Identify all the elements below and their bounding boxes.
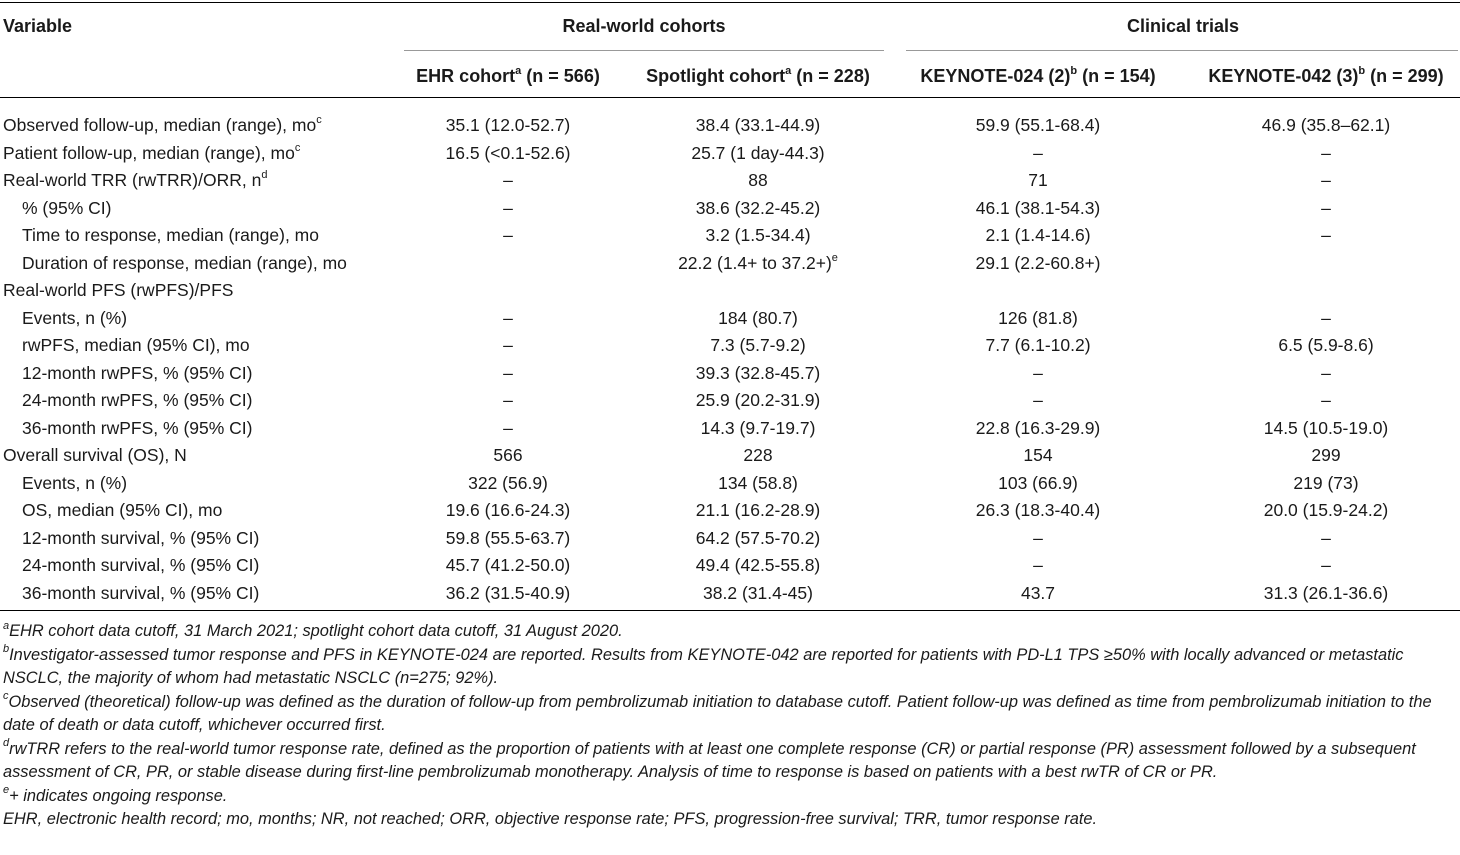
table-cell: 184 (80.7) [718, 307, 798, 328]
table-cell: 322 (56.9) [468, 472, 548, 493]
table-row [0, 222, 1460, 250]
table-cell: 43.7 [1020, 582, 1056, 603]
table-row [0, 415, 1460, 443]
footnote: $^a$EHR cohort data cutoff, 31 March 2021; spotlight cohort data cutoff, 31 August 2020. [3, 619, 623, 640]
row-label: Real-world PFS (rwPFS)/PFS [3, 280, 234, 300]
table-cell: 22.2 (1.4+ to 37.2+)$^e$ [678, 251, 838, 273]
table-row [0, 112, 1460, 140]
row-label: 12-month survival, % (95% CI) [22, 527, 260, 548]
table-cell: 38.6 (32.2-45.2) [695, 197, 821, 218]
table-row [0, 195, 1460, 223]
table-row [0, 552, 1460, 580]
table-row [0, 332, 1460, 360]
table-cell: – [1321, 390, 1331, 410]
row-label: Observed follow-up, median (range), $mo^c$ [3, 114, 322, 135]
footnote: $^c$Observed (theoretical) follow-up was defined as the duration of follow-up from pembrolizumab initiation to database cutoff. Patient follow-up was defined as time from pembrolizumab initiation to the date of death or data cutoff, whichever occurred first. [3, 690, 1432, 734]
group-rule-trials [906, 50, 1458, 51]
row-label: Patient follow-up, median (range), $mo^c$ [3, 141, 301, 163]
table-cell: 25.7 (1 day-44.3) [691, 142, 825, 163]
table-cell: 6.5 (5.9-8.6) [1278, 335, 1374, 355]
table-cell: 566 [493, 445, 523, 465]
table-cell: – [1321, 307, 1331, 328]
row-label: Events, n (%) [22, 307, 128, 328]
table-cell: – [1033, 555, 1043, 575]
footnote: $^b$Investigator-assessed tumor response and PFS in KEYNOTE-024 are reported. Results from KEYNOTE-042 are reported for patients with PD-L1 TPS ≥50% with locally advanced or metastatic NSCLC, the majority of whom had metastatic NSCLC (n=275; 92%). [3, 643, 1404, 687]
table-cell: – [503, 307, 513, 328]
table-cell: 31.3 (26.1-36.6) [1263, 582, 1389, 603]
table-cell: – [503, 170, 513, 190]
table-cell: 2.1 (1.4-14.6) [985, 225, 1091, 245]
table-cell: 49.4 (42.5-55.8) [695, 555, 821, 575]
table-cell: 46.1 (38.1-54.3) [975, 197, 1101, 218]
table-cell: 38.4 (33.1-44.9) [695, 115, 821, 135]
table-cell: 29.1 (2.2-60.8+) [975, 252, 1101, 273]
table-cell: – [1321, 527, 1331, 548]
footnotes [3, 620, 1457, 832]
row-label: rwPFS, median (95% CI), mo [22, 335, 250, 355]
table-cell: – [503, 225, 513, 245]
row-label: Real-world TRR (rwTRR)/ORR, $n^d$ [3, 169, 268, 190]
row-label: 24-month survival, % (95% CI) [22, 555, 260, 575]
table-cell: 219 (73) [1293, 472, 1359, 493]
table-cell: – [503, 362, 513, 383]
table-top-rule [0, 2, 1460, 3]
table-row [0, 140, 1460, 168]
table-bottom-rule [0, 610, 1460, 611]
table-cell: 35.1 (12.0-52.7) [445, 115, 571, 135]
col-header-spotlight: Spotlight cohort$^a$ (n = 228) [646, 65, 870, 86]
table-cell: – [1033, 142, 1043, 163]
row-label: Events, n (%) [22, 472, 128, 493]
table-cell: 134 (58.8) [718, 472, 798, 493]
table-row [0, 470, 1460, 498]
table-cell: – [1321, 197, 1331, 218]
table-cell: – [503, 197, 513, 218]
table-cell: 154 [1023, 445, 1053, 465]
row-label: Overall survival (OS), N [3, 445, 187, 465]
table-row [0, 497, 1460, 525]
table-cell: 20.0 (15.9-24.2) [1263, 500, 1389, 520]
group-rule-realworld [404, 50, 884, 51]
footnote: EHR, electronic health record; mo, months; NR, not reached; ORR, objective response rate; PFS, progression-free survival; TRR, tumor response rate. [3, 810, 1098, 828]
table-cell: 45.7 (41.2-50.0) [445, 555, 571, 575]
row-label: 36-month survival, % (95% CI) [22, 582, 260, 603]
table-cell: 16.5 (<0.1-52.6) [445, 142, 571, 163]
table-cell: – [1321, 170, 1331, 190]
table-cell: 19.6 (16.6-24.3) [445, 500, 571, 520]
table-cell: 3.2 (1.5-34.4) [705, 225, 811, 245]
table-cell: – [1033, 527, 1043, 548]
header-group-trials: Clinical trials [1126, 16, 1240, 36]
row-label: 12-month rwPFS, % (95% CI) [22, 362, 253, 383]
table-header-rule [0, 97, 1460, 98]
table-row [0, 387, 1460, 415]
table-cell: 7.7 (6.1-10.2) [985, 335, 1091, 355]
table-cell: 59.9 (55.1-68.4) [975, 115, 1101, 135]
table-cell: – [1321, 142, 1331, 163]
table-cell: 103 (66.9) [998, 472, 1078, 493]
table-cell: 126 (81.8) [998, 307, 1078, 328]
table-cell: 228 [743, 445, 773, 465]
row-label: % (95% CI) [22, 197, 112, 218]
table-cell: 26.3 (18.3-40.4) [975, 500, 1101, 520]
table-cell: 88 [748, 170, 768, 190]
table-cell: – [1033, 390, 1043, 410]
table-cell: – [503, 417, 513, 438]
table-cell: 299 [1311, 445, 1341, 465]
header-group-realworld: Real-world cohorts [562, 16, 726, 36]
table-cell: 22.8 (16.3-29.9) [975, 417, 1101, 438]
table-row [0, 277, 1460, 305]
table-cell: 59.8 (55.5-63.7) [445, 527, 571, 548]
table-cell: 71 [1028, 170, 1048, 190]
table-cell: 46.9 (35.8–62.1) [1261, 115, 1391, 135]
table-body [0, 112, 1460, 607]
table-cell: – [503, 335, 513, 355]
col-header-ehr: EHR cohort$^a$ (n = 566) [416, 65, 600, 86]
table-row [0, 525, 1460, 553]
table-cell: 64.2 (57.5-70.2) [695, 527, 821, 548]
header-variable: Variable [3, 16, 73, 36]
table-cell: 14.5 (10.5-19.0) [1263, 417, 1389, 438]
table-row [0, 167, 1460, 195]
table-cell: 14.3 (9.7-19.7) [700, 417, 816, 438]
footnote: $^e$+ indicates ongoing response. [3, 784, 228, 805]
col-header-keynote-042: KEYNOTE-042 $(3)^b$ (n = 299) [1208, 65, 1444, 86]
table-cell: – [503, 390, 513, 410]
table-row [0, 250, 1460, 278]
table-row [0, 360, 1460, 388]
table-cell: 39.3 (32.8-45.7) [695, 362, 821, 383]
table-cell: – [1033, 362, 1043, 383]
row-label: 36-month rwPFS, % (95% CI) [22, 417, 253, 438]
table-row [0, 442, 1460, 470]
footnote: $^d$rwTRR refers to the real-world tumor response rate, defined as the proportion of patients with at least one complete response (CR) or partial response (PR) assessment followed by a subsequent assessment of CR, PR, or stable disease during first-line pembrolizumab monotherapy. Analysis of time to response is based on patients with a best rwTR of CR or PR. [3, 737, 1416, 781]
table-cell: – [1321, 225, 1331, 245]
row-label: Time to response, median (range), mo [22, 225, 319, 245]
row-label: OS, median (95% CI), mo [22, 500, 223, 520]
table-cell: 25.9 (20.2-31.9) [695, 390, 821, 410]
row-label: Duration of response, median (range), mo [22, 252, 347, 273]
table-row [0, 305, 1460, 333]
table-cell: – [1321, 362, 1331, 383]
table-cell: 21.1 (16.2-28.9) [695, 500, 821, 520]
table-cell: 36.2 (31.5-40.9) [445, 582, 571, 603]
table-row [0, 580, 1460, 608]
row-label: 24-month rwPFS, % (95% CI) [22, 390, 253, 410]
table-cell: – [1321, 555, 1331, 575]
col-header-keynote-024: KEYNOTE-024 $(2)^b$ (n = 154) [920, 65, 1156, 86]
table-cell: 38.2 (31.4-45) [703, 582, 813, 603]
table-cell: 7.3 (5.7-9.2) [710, 335, 806, 355]
